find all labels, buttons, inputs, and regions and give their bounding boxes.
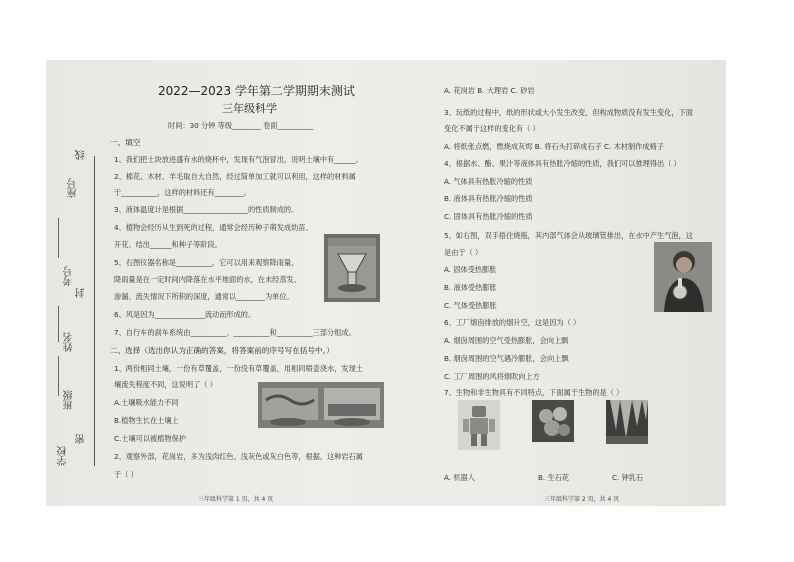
section-fill-heading: 一、填空 (110, 138, 141, 147)
q5-line-b: 降雨量是在一定时间内降落在水平地面的水，在未经蒸发、 (114, 275, 301, 284)
c4-option-a: A. 气体具有热胀冷缩的性质 (444, 177, 533, 186)
stalactite-photo (606, 400, 648, 444)
margin-label-seal: 封 (76, 288, 87, 298)
rain-gauge-photo (324, 234, 380, 302)
margin-label-exam-no: 考号 (64, 266, 75, 286)
exam-sheet (46, 60, 726, 506)
q7-line: 7、自行车的刹车系统由__________、__________和__________三部分组成。 (114, 328, 356, 337)
c7-line: 7、生物和非生物具有不同特点，下面属于生物的是（ ） (444, 388, 624, 397)
margin-label-school: 学校 (58, 446, 69, 466)
c5-line-b: 是由于（ ） (444, 248, 483, 257)
q5-line-a: 5、右图仪器名称是__________，它可以用来观察降雨量， (114, 258, 299, 267)
c1-line-a: 1、两份相同土壤，一份有草覆盖，一份没有草覆盖，用相同喷壶浇水，发现土 (114, 364, 363, 373)
q2-line-a: 2、棉花、木材、羊毛取自大自然，经过简单加工就可以利用，这样的材料属 (114, 172, 356, 181)
c3-options: A. 将纸张点燃，燃烧成灰烬 B. 将石头打碎成石子 C. 木材制作成椅子 (444, 142, 664, 151)
c5-option-a: A. 固体受热膨胀 (444, 265, 497, 274)
margin-label-seat: 座号 (68, 178, 79, 198)
c1-option-b: B.植物生长在土壤上 (114, 416, 179, 425)
page1-footer: 三年级科学第 1 页，共 4 页 (198, 496, 274, 503)
binding-line (94, 156, 95, 466)
c1-option-c: C.土壤可以被植物保护 (114, 434, 186, 443)
margin-label-class: 班级 (64, 390, 75, 410)
margin-label-secret: 密 (76, 434, 87, 444)
q5-line-c: 渗漏、流失情况下所积的深度，通常以________为单位。 (114, 292, 294, 301)
lithops-photo (532, 400, 574, 442)
c3-line-b: 变化不属于这样的变化有（ ） (444, 124, 540, 133)
boy-with-flask-photo (654, 242, 712, 312)
c2-line-a: 2、观察外部，花岗岩，多为浅肉红色、浅灰色或灰白色等，根据，这种岩石属 (114, 452, 363, 461)
exam-meta: 时间：30 分钟 等级________ 卷面__________ (168, 121, 314, 130)
c2-line-b: 于（ ） (114, 470, 138, 479)
soil-experiment-photo (258, 382, 384, 428)
margin-label-line: 线 (76, 150, 87, 160)
c1-option-a: A.土壤吸水能力不同 (114, 398, 179, 407)
exam-title: 2022—2023 学年第二学期期末测试 (158, 84, 355, 98)
c7-choice-b: B. 生石花 (538, 473, 570, 482)
c4-line: 4、根据水、酯、果汁等液体具有热胀冷缩的性质，我们可以推理得出（ ） (444, 159, 681, 168)
c6-option-b: B. 烟囱周围的空气遇冷膨胀，会向上飘 (444, 354, 569, 363)
c5-option-b: B. 液体受热膨胀 (444, 283, 497, 292)
margin-label-name: 姓名 (64, 332, 75, 352)
q6-line: 6、风是因为______________流动而形成的。 (114, 310, 256, 319)
q2-line-b: 于__________，这样的材料还有________。 (114, 188, 251, 197)
q3-line: 3、液体温度计是根据__________________的性质制成的。 (114, 205, 299, 214)
q1-line: 1、我们把土块放进盛有水的烧杯中，发现有气泡冒出，说明土壤中有______。 (114, 155, 363, 164)
c4-option-c: C. 固体具有热胀冷缩的性质 (444, 212, 533, 221)
q4-line-b: 开花、结出______和种子等阶段。 (114, 240, 222, 249)
page2-footer: 三年级科学第 2 页，共 4 页 (544, 496, 620, 503)
c1-line-b: 壤流失程度不同，这说明了（ ） (114, 380, 217, 389)
c4-option-b: B. 液体具有热胀冷缩的性质 (444, 194, 533, 203)
binding-margin (46, 60, 104, 506)
robot-photo (458, 400, 500, 450)
c7-choice-a: A. 机器人 (444, 473, 475, 482)
exam-subtitle: 三年级科学 (222, 102, 277, 115)
c7-choice-c: C. 钟乳石 (612, 473, 644, 482)
c5-option-c: C. 气体受热膨胀 (444, 301, 497, 310)
c3-line-a: 3、玩纸的过程中，纸的形状或大小发生改变，但构成物质没有发生变化，下面 (444, 108, 693, 117)
c2-options: A. 花岗岩 B. 大理岩 C. 砂岩 (444, 86, 535, 95)
c6-option-a: A. 烟囱周围的空气受热膨胀，会向上飘 (444, 336, 569, 345)
c6-line: 6、工厂烟囱排放的烟升空，这是因为（ ） (444, 318, 581, 327)
c5-line-a: 5、如右图，双手捂住烧瓶，其内部气体会从玻璃管排出，在水中产生气泡，这 (444, 231, 693, 240)
section-choice-heading: 二、选择（选出你认为正确的答案，将答案前的序号写在括号中。） (110, 346, 335, 355)
c6-option-c: C. 工厂周围的风将烟吹向上方 (444, 372, 540, 381)
q4-line-a: 4、植物会经历从生到死的过程，通常会经历种子萌发成幼苗、 (114, 223, 313, 232)
